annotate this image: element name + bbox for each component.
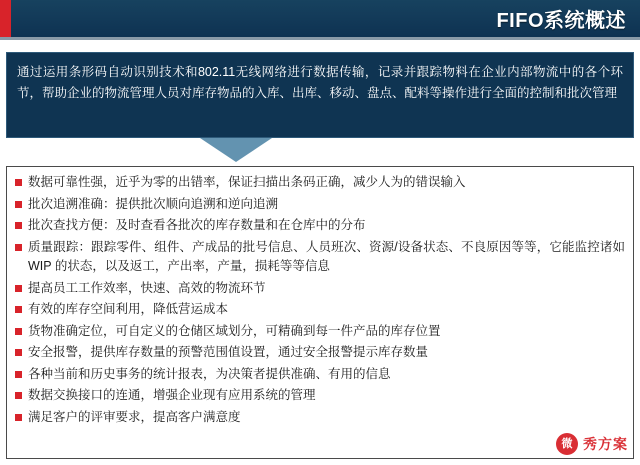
header-divider bbox=[0, 37, 640, 40]
list-item bbox=[15, 365, 625, 385]
bullet-square-icon bbox=[15, 349, 22, 356]
list-item-label: 数据可靠性强，近乎为零的出错率，保证扫描出条码正确，减少人为的错误输入 bbox=[28, 175, 466, 189]
watermark-label: 秀方案 bbox=[583, 436, 628, 452]
watermark bbox=[556, 433, 628, 455]
list-item bbox=[15, 386, 625, 406]
list-item bbox=[15, 322, 625, 342]
benefits-list bbox=[6, 166, 634, 459]
intro-panel bbox=[6, 52, 634, 138]
list-item-label: 质量跟踪：跟踪零件、组件、产成品的批号信息、人员班次、资源/设备状态、不良原因等等，它能监控诸如 WIP 的状态，以及返工，产出率，产量，损耗等等信息 bbox=[28, 239, 625, 273]
list-item-label: 货物准确定位，可自定义的仓储区域划分，可精确到每一件产品的库存位置 bbox=[28, 323, 441, 338]
list-item bbox=[15, 195, 625, 215]
bullet-square-icon bbox=[15, 179, 22, 186]
slide-header bbox=[0, 0, 640, 37]
bullet-square-icon bbox=[15, 414, 22, 421]
list-item-label: 批次追溯准确：提供批次顺向追溯和逆向追溯 bbox=[28, 196, 279, 211]
page-title: FIFO系统概述 bbox=[496, 10, 626, 32]
list-item-label: 批次查找方便：及时查看各批次的库存数量和在仓库中的分布 bbox=[28, 218, 366, 232]
intro-text: 通过运用条形码自动识别技术和802.11无线网络进行数据传输，记录并跟踪物料在企业内部物流中的各个环节，帮助企业的物流管理人员对库存物品的入库、出库、移动、盘点、配料等操作进行全面的控制和批次管理 bbox=[17, 65, 623, 100]
list-item bbox=[15, 173, 625, 193]
list-item-label: 有效的库存空间利用，降低营运成本 bbox=[28, 302, 229, 316]
list-item bbox=[15, 216, 625, 236]
watermark-badge-icon: 微 bbox=[556, 433, 578, 455]
list-item bbox=[15, 300, 625, 320]
list-item bbox=[15, 279, 625, 299]
list-item bbox=[15, 343, 625, 363]
list-item-label: 数据交换接口的连通，增强企业现有应用系统的管理 bbox=[28, 388, 316, 402]
list-item bbox=[15, 238, 625, 277]
list-item-label: 提高员工工作效率，快速、高效的物流环节 bbox=[28, 280, 266, 295]
list-item-label: 安全报警，提供库存数量的预警范围值设置，通过安全报警提示库存数量 bbox=[28, 345, 429, 359]
header-accent-bar bbox=[0, 0, 11, 37]
list-item-label: 各种当前和历史事务的统计报表，为决策者提供准确、有用的信息 bbox=[28, 366, 391, 381]
bullet-square-icon bbox=[15, 201, 22, 208]
bullet-square-icon bbox=[15, 222, 22, 229]
bullet-square-icon bbox=[15, 392, 22, 399]
list-item-label: 满足客户的评审要求，提高客户满意度 bbox=[28, 409, 241, 424]
bullet-square-icon bbox=[15, 285, 22, 292]
bullet-square-icon bbox=[15, 328, 22, 335]
list-item bbox=[15, 408, 625, 428]
bullet-square-icon bbox=[15, 371, 22, 378]
bullet-square-icon bbox=[15, 244, 22, 251]
bullet-square-icon bbox=[15, 306, 22, 313]
down-arrow-icon bbox=[200, 138, 272, 162]
